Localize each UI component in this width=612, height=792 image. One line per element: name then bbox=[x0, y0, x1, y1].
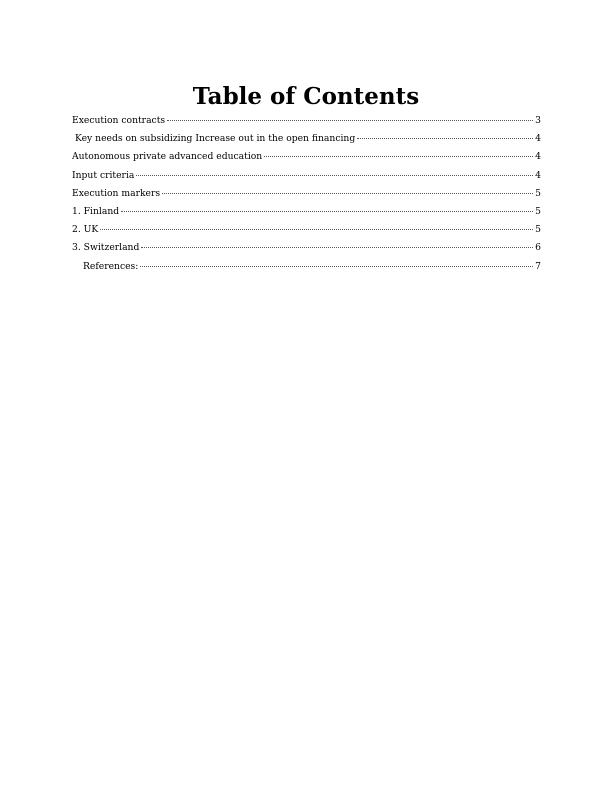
toc-entry-text: Execution markers bbox=[72, 187, 161, 199]
toc-page-number: 7 bbox=[535, 260, 541, 272]
toc-entry-text: Input criteria bbox=[72, 169, 135, 181]
toc-entry-key-needs[interactable] bbox=[72, 130, 541, 148]
dot-leader bbox=[100, 228, 533, 230]
toc-entry-text: Execution contracts bbox=[72, 115, 166, 126]
toc-entry-finland[interactable] bbox=[72, 203, 541, 221]
toc-page-number: 5 bbox=[535, 187, 541, 199]
toc-entry-text: Key needs on subsidizing Increase out in the open financing bbox=[75, 133, 356, 145]
toc-entry-autonomous-private-education[interactable] bbox=[72, 148, 541, 166]
toc-entry-text: 3. Switzerland bbox=[72, 242, 140, 254]
toc-page-number: 6 bbox=[535, 242, 541, 254]
toc-entry-text: References: bbox=[83, 260, 139, 272]
dot-leader bbox=[162, 192, 533, 194]
toc-entry-uk[interactable] bbox=[72, 221, 541, 239]
dot-leader bbox=[357, 137, 533, 139]
toc-entry-text: 1. Finland bbox=[72, 205, 120, 217]
toc-entry-references[interactable] bbox=[72, 258, 541, 276]
page-title: Table of Contents bbox=[192, 83, 420, 110]
toc-entry-switzerland[interactable] bbox=[72, 239, 541, 257]
toc-entry-execution-markers[interactable] bbox=[72, 185, 541, 203]
toc-page-number: 4 bbox=[535, 151, 541, 163]
dot-leader bbox=[136, 174, 533, 176]
dot-leader bbox=[121, 210, 533, 212]
toc-entry-execution-contracts[interactable] bbox=[72, 112, 541, 130]
toc-page-number: 4 bbox=[535, 133, 541, 145]
dot-leader bbox=[141, 246, 533, 248]
toc-entry-text: 2. UK bbox=[72, 224, 99, 236]
toc-page-number: 5 bbox=[535, 224, 541, 236]
toc-page-number: 4 bbox=[535, 169, 541, 181]
toc-entry-input-criteria[interactable] bbox=[72, 167, 541, 185]
dot-leader bbox=[264, 155, 533, 157]
toc-entry-text: Autonomous private advanced education bbox=[72, 151, 263, 163]
dot-leader bbox=[140, 265, 533, 267]
table-of-contents bbox=[72, 112, 541, 276]
toc-page-number: 3 bbox=[535, 115, 541, 126]
toc-page-number: 5 bbox=[535, 205, 541, 217]
dot-leader bbox=[167, 119, 533, 121]
